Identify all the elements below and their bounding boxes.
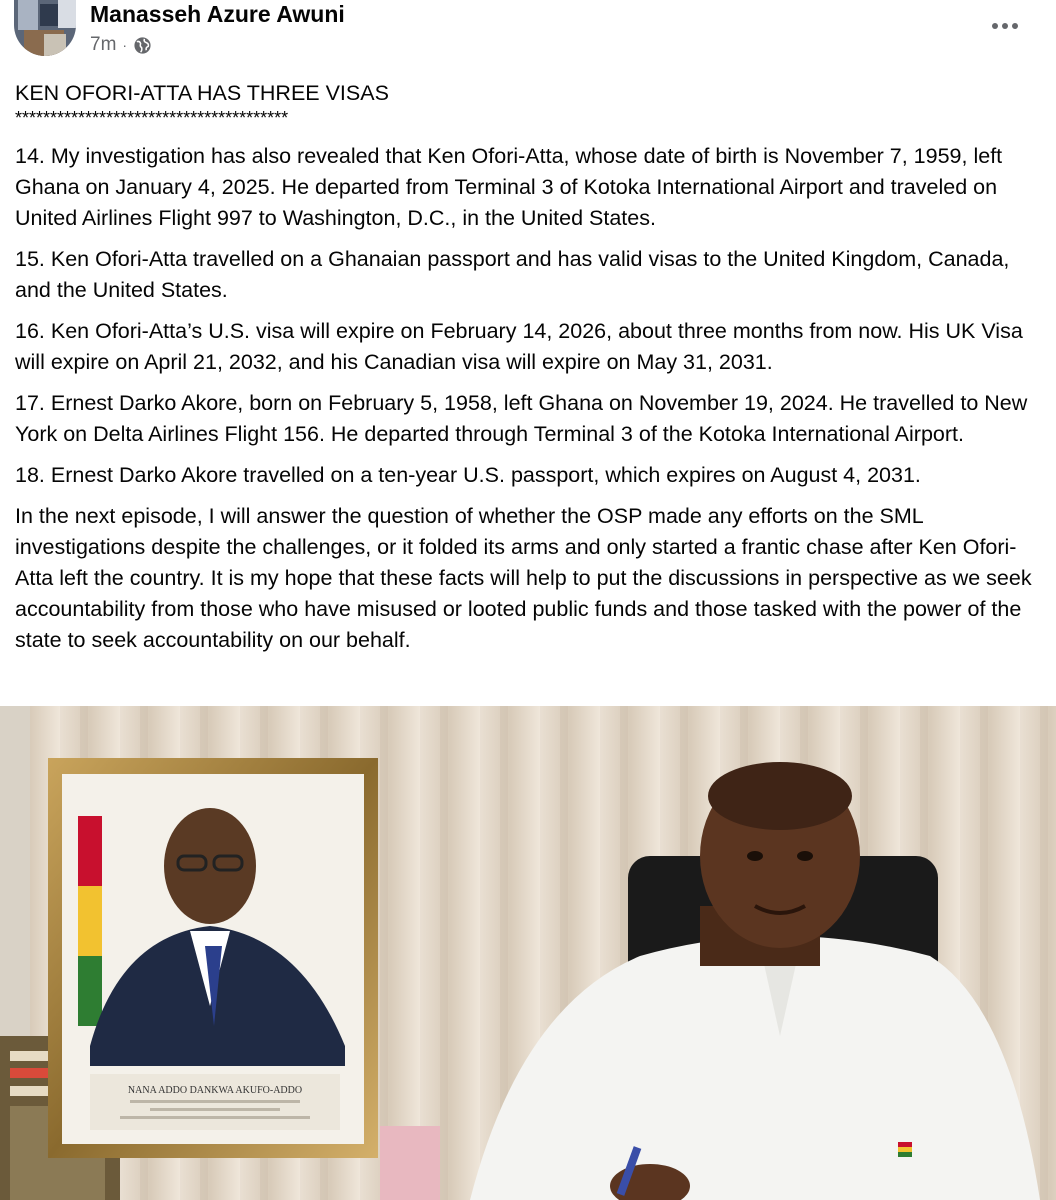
post-photo[interactable] [0,706,1056,1200]
post-paragraph: In the next episode, I will answer the question of whether the OSP made any efforts on the SML investigations despite the challenges, or it folded its arms and only started a frantic chase after Ken Ofori-Atta left the country. It is my hope that these facts will help to put the discussions in perspective as we seek accountability from those who have misused or looted public funds and those tasked with the power of the state to seek accountability on our behalf. [15,504,1032,652]
more-options-button[interactable] [985,14,1025,38]
post-paragraph: 14. My investigation has also revealed that Ken Ofori-Atta, whose date of birth is November 7, 1959, left Ghana on January 4, 2025. He departed from Terminal 3 of Kotoka International Airport and traveled on United Airlines Flight 997 to Washington, D.C., in the United States. [15,144,1003,230]
post-paragraph: 17. Ernest Darko Akore, born on February 5, 1958, left Ghana on November 19, 2024. He travelled to New York on Delta Airlines Flight 156. He departed through Terminal 3 of the Kotoka International Airport. [15,391,1028,446]
post-header [0,0,1056,66]
post-body [15,78,1045,666]
more-dots-icon [992,23,998,29]
post-paragraph: 18. Ernest Darko Akore travelled on a ten-year U.S. passport, which expires on August 4, 2031. [15,463,921,487]
meta-separator: · [122,37,128,53]
portrait-caption: NANA ADDO DANKWA AKUFO-ADDO [127,1085,303,1096]
globe-icon[interactable] [133,36,152,55]
post-paragraph: 15. Ken Ofori-Atta travelled on a Ghanaian passport and has valid visas to the United Kingdom, Canada, and the United States. [15,247,1010,302]
post-separator: *************************************** [15,109,289,128]
post-paragraph: 16. Ken Ofori-Atta’s U.S. visa will expire on February 14, 2026, about three months from now. His UK Visa will expire on April 21, 2032, and his Canadian visa will expire on May 31, 2031. [15,319,1023,374]
post-meta [90,33,152,57]
post-time[interactable]: 7m [90,34,117,55]
author-name[interactable]: Manasseh Azure Awuni [90,1,345,27]
author-avatar[interactable] [14,0,76,56]
post-title: KEN OFORI-ATTA HAS THREE VISAS [15,81,389,105]
photo-illustration [0,706,1056,1200]
